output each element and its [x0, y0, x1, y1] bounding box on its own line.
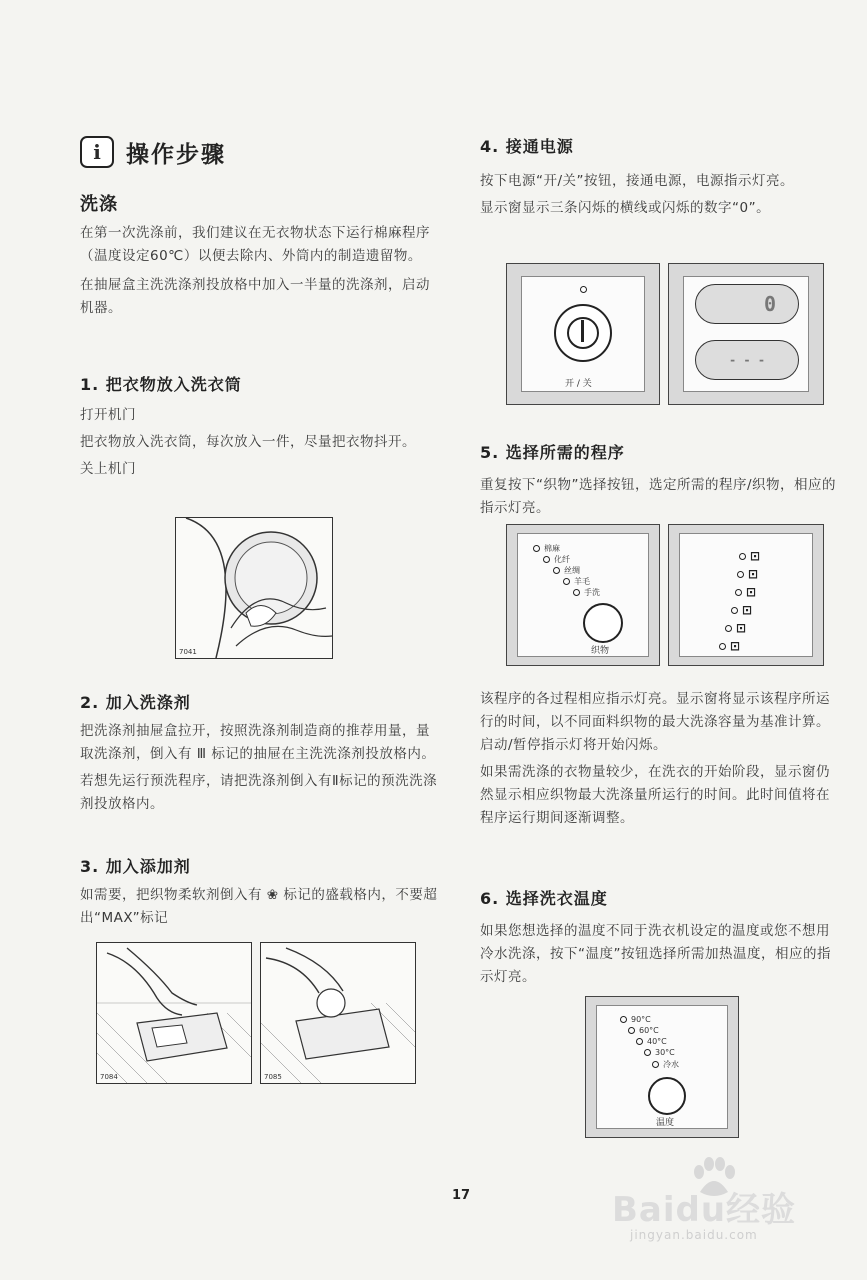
step6-paragraph-1: 如果您想选择的温度不同于洗衣机设定的温度或您不想用冷水洗涤，按下“温度”按钮选择所需加热温度，相应的指示灯亮。	[480, 923, 831, 985]
wash-text	[80, 222, 440, 324]
watermark-brand: Baidu经验	[612, 1190, 797, 1230]
step4-text	[480, 170, 840, 224]
program-symbol-6: ⊡	[719, 639, 740, 653]
temperature-button[interactable]	[648, 1077, 686, 1115]
step5-text-2	[480, 688, 842, 834]
step4-heading: 4. 接通电源	[480, 137, 574, 156]
step2-paragraph-2: 若想先运行预洗程序，请把洗涤剂倒入有Ⅱ标记的预洗洗涤剂投放格内。	[80, 773, 438, 812]
program-symbol-5: ⊡	[725, 621, 746, 635]
step4-paragraph-1: 按下电源“开/关”按钮，接通电源，电源指示灯亮。	[480, 173, 795, 189]
step1-heading: 1. 把衣物放入洗衣筒	[80, 375, 242, 394]
figure-code-2: 7085	[264, 1073, 282, 1081]
info-icon: i	[80, 136, 114, 168]
step4-paragraph-2: 显示窗显示三条闪烁的横线或闪烁的数字“0”。	[480, 200, 771, 216]
program-led-4: 羊毛	[563, 576, 590, 587]
power-panel	[506, 263, 660, 405]
step5-paragraph-2: 该程序的各过程相应指示灯亮。显示窗将显示该程序所运行的时间，以不同面料织物的最大洗涤容量为基准计算。启动/暂停指示灯将开始闪烁。	[480, 691, 830, 753]
page-title: 操作步骤	[126, 142, 226, 168]
wash-paragraph-1: 在第一次洗涤前，我们建议在无衣物状态下运行棉麻程序（温度设定60℃）以便去除内、外筒内的制造遗留物。	[80, 225, 430, 264]
program-symbols-panel	[668, 524, 824, 666]
power-button-label: 开 / 关	[565, 379, 592, 389]
power-button[interactable]	[554, 304, 612, 362]
step6-heading: 6. 选择洗衣温度	[480, 889, 608, 908]
step1-load-clothes: 把衣物放入洗衣筒，每次放入一件，尽量把衣物抖开。	[80, 434, 416, 450]
display-window-bottom	[695, 340, 799, 380]
section-header	[80, 136, 420, 172]
washer-door-drawing	[176, 518, 332, 658]
drawer-illustration-1	[96, 942, 252, 1084]
temp-led-2: 60°C	[628, 1026, 659, 1035]
display-panel	[668, 263, 824, 405]
temp-led-1: 90°C	[620, 1015, 651, 1024]
figure-code: 7041	[179, 648, 197, 656]
temp-led-3: 40°C	[636, 1037, 667, 1046]
program-symbol-1: ⊡	[739, 549, 760, 563]
display-digit: 0	[763, 292, 776, 316]
program-symbol-3: ⊡	[735, 585, 756, 599]
step5-paragraph-1: 重复按下“织物”选择按钮，选定所需的程序/织物，相应的指示灯亮。	[480, 477, 837, 516]
step3-paragraph-1: 如需要，把织物柔软剂倒入有 ❀ 标记的盛载格内，不要超出“MAX”标记	[80, 887, 438, 926]
fabric-select-button[interactable]	[583, 603, 623, 643]
step5-paragraph-3: 如果需洗涤的衣物量较少，在洗衣的开始阶段，显示窗仍然显示相应织物最大洗涤量所运行的时间。此时间值将在程序运行期间逐渐调整。	[480, 764, 830, 826]
drawer-illustration-2	[260, 942, 416, 1084]
program-led-3: 丝绸	[553, 565, 580, 576]
figure-code-1: 7084	[100, 1073, 118, 1081]
step1-text	[80, 404, 440, 485]
temperature-button-label: 温度	[656, 1118, 675, 1128]
step2-text	[80, 720, 442, 820]
display-window-top	[695, 284, 799, 324]
step6-text	[480, 920, 842, 993]
temp-led-4: 30°C	[644, 1048, 675, 1057]
temperature-panel	[585, 996, 739, 1138]
step2-heading: 2. 加入洗涤剂	[80, 693, 191, 712]
program-led-5: 手洗	[573, 587, 600, 598]
step5-heading: 5. 选择所需的程序	[480, 443, 625, 462]
step1-close-door: 关上机门	[80, 461, 136, 477]
fabric-button-label: 织物	[591, 646, 610, 656]
step5-text-1	[480, 474, 840, 524]
program-symbol-4: ⊡	[731, 603, 752, 617]
step1-open-door: 打开机门	[80, 407, 136, 423]
baidu-watermark	[612, 1156, 852, 1250]
wash-heading: 洗涤	[80, 194, 118, 215]
load-drum-illustration	[175, 517, 333, 659]
power-indicator-light	[580, 286, 587, 293]
display-dashes: - - -	[728, 353, 766, 367]
program-panel	[506, 524, 660, 666]
program-led-1: 棉麻	[533, 543, 560, 554]
step3-heading: 3. 加入添加剂	[80, 857, 191, 876]
program-led-2: 化纤	[543, 554, 570, 565]
page-number: 17	[452, 1188, 471, 1203]
watermark-url: jingyan.baidu.com	[630, 1228, 758, 1242]
wash-paragraph-2: 在抽屉盒主洗洗涤剂投放格中加入一半量的洗涤剂，启动机器。	[80, 277, 430, 316]
program-symbol-2: ⊡	[737, 567, 758, 581]
temp-led-5: 冷水	[652, 1059, 679, 1070]
step3-text	[80, 884, 442, 934]
step2-paragraph-1: 把洗涤剂抽屉盒拉开，按照洗涤剂制造商的推荐用量，量取洗涤剂，倒入有 Ⅲ 标记的抽屉在主洗洗涤剂投放格内。	[80, 723, 436, 762]
